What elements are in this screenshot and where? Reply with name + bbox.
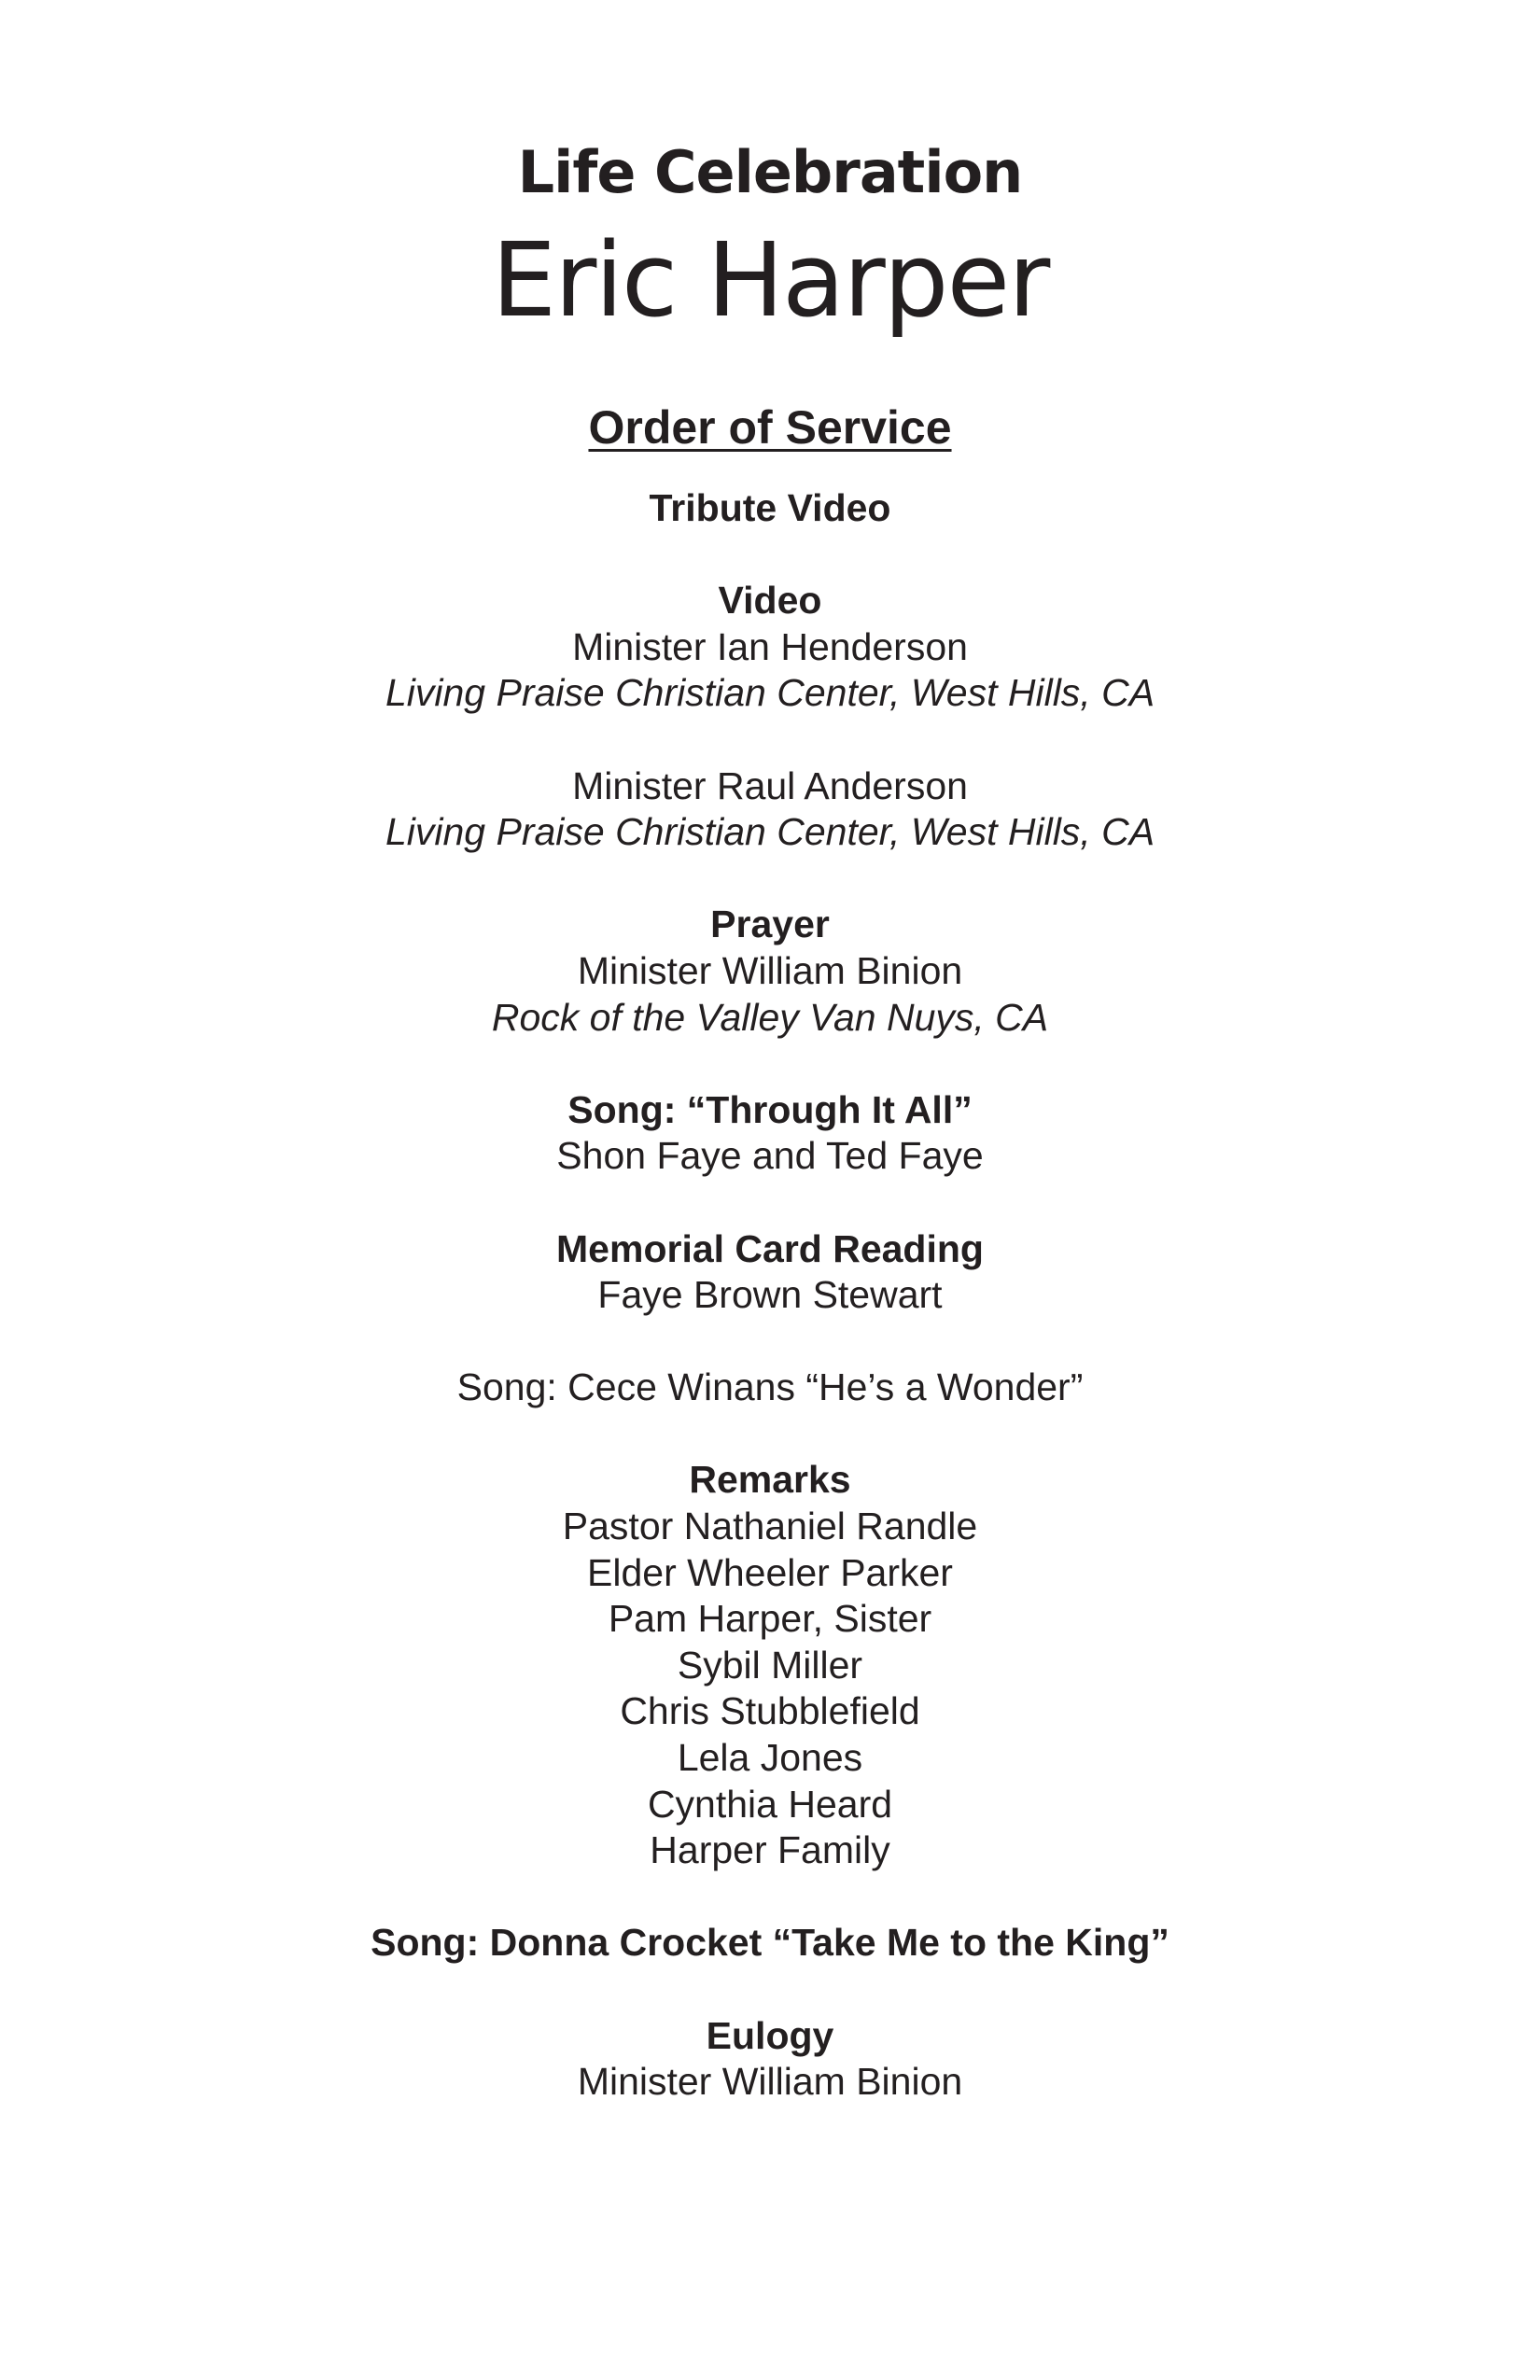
prayer-speaker: Minister William Binion bbox=[577, 948, 963, 992]
remarks-name: Cynthia Heard bbox=[647, 1782, 893, 1826]
video-speaker-1: Minister Ian Henderson bbox=[572, 624, 968, 668]
order-of-service-list bbox=[0, 485, 1540, 2106]
page-title: Life Celebration bbox=[517, 138, 1023, 206]
remarks-name: Chris Stubblefield bbox=[620, 1689, 920, 1733]
spacer bbox=[0, 1411, 1540, 1458]
eulogy-speaker: Minister William Binion bbox=[577, 2060, 963, 2104]
song-3-heading: Song: Donna Crocket “Take Me to the King” bbox=[371, 1921, 1169, 1965]
prayer-church: Rock of the Valley Van Nuys, CA bbox=[491, 995, 1049, 1039]
song-1-performers: Shon Faye and Ted Faye bbox=[556, 1134, 984, 1178]
spacer bbox=[0, 532, 1540, 579]
video-heading: Video bbox=[718, 579, 822, 623]
remarks-name: Harper Family bbox=[650, 1828, 890, 1872]
remarks-heading: Remarks bbox=[689, 1458, 851, 1502]
tribute-video-heading: Tribute Video bbox=[649, 486, 891, 529]
remarks-name: Lela Jones bbox=[677, 1736, 863, 1780]
spacer bbox=[0, 1180, 1540, 1226]
song-2-line: Song: Cece Winans “He’s a Wonder” bbox=[456, 1365, 1084, 1409]
memorial-card-heading: Memorial Card Reading bbox=[556, 1226, 984, 1270]
video-church-2: Living Praise Christian Center, West Hills, CA bbox=[385, 810, 1155, 854]
video-church-1: Living Praise Christian Center, West Hills, CA bbox=[385, 671, 1155, 715]
spacer bbox=[0, 1319, 1540, 1365]
spacer bbox=[0, 856, 1540, 903]
remarks-name: Pam Harper, Sister bbox=[608, 1597, 932, 1641]
spacer bbox=[0, 1967, 1540, 2013]
remarks-name: Sybil Miller bbox=[677, 1643, 863, 1687]
order-of-service-heading: Order of Service bbox=[588, 401, 952, 454]
remarks-name: Pastor Nathaniel Randle bbox=[562, 1505, 978, 1548]
song-1-heading: Song: “Through It All” bbox=[567, 1087, 973, 1131]
remarks-name: Elder Wheeler Parker bbox=[587, 1550, 953, 1594]
prayer-heading: Prayer bbox=[710, 903, 830, 946]
honoree-name: Eric Harper bbox=[491, 220, 1049, 340]
spacer bbox=[0, 1874, 1540, 1921]
memorial-card-reader: Faye Brown Stewart bbox=[597, 1273, 943, 1317]
spacer bbox=[0, 1041, 1540, 1087]
eulogy-heading: Eulogy bbox=[706, 2013, 834, 2057]
video-speaker-2: Minister Raul Anderson bbox=[572, 763, 968, 807]
spacer bbox=[0, 717, 1540, 763]
